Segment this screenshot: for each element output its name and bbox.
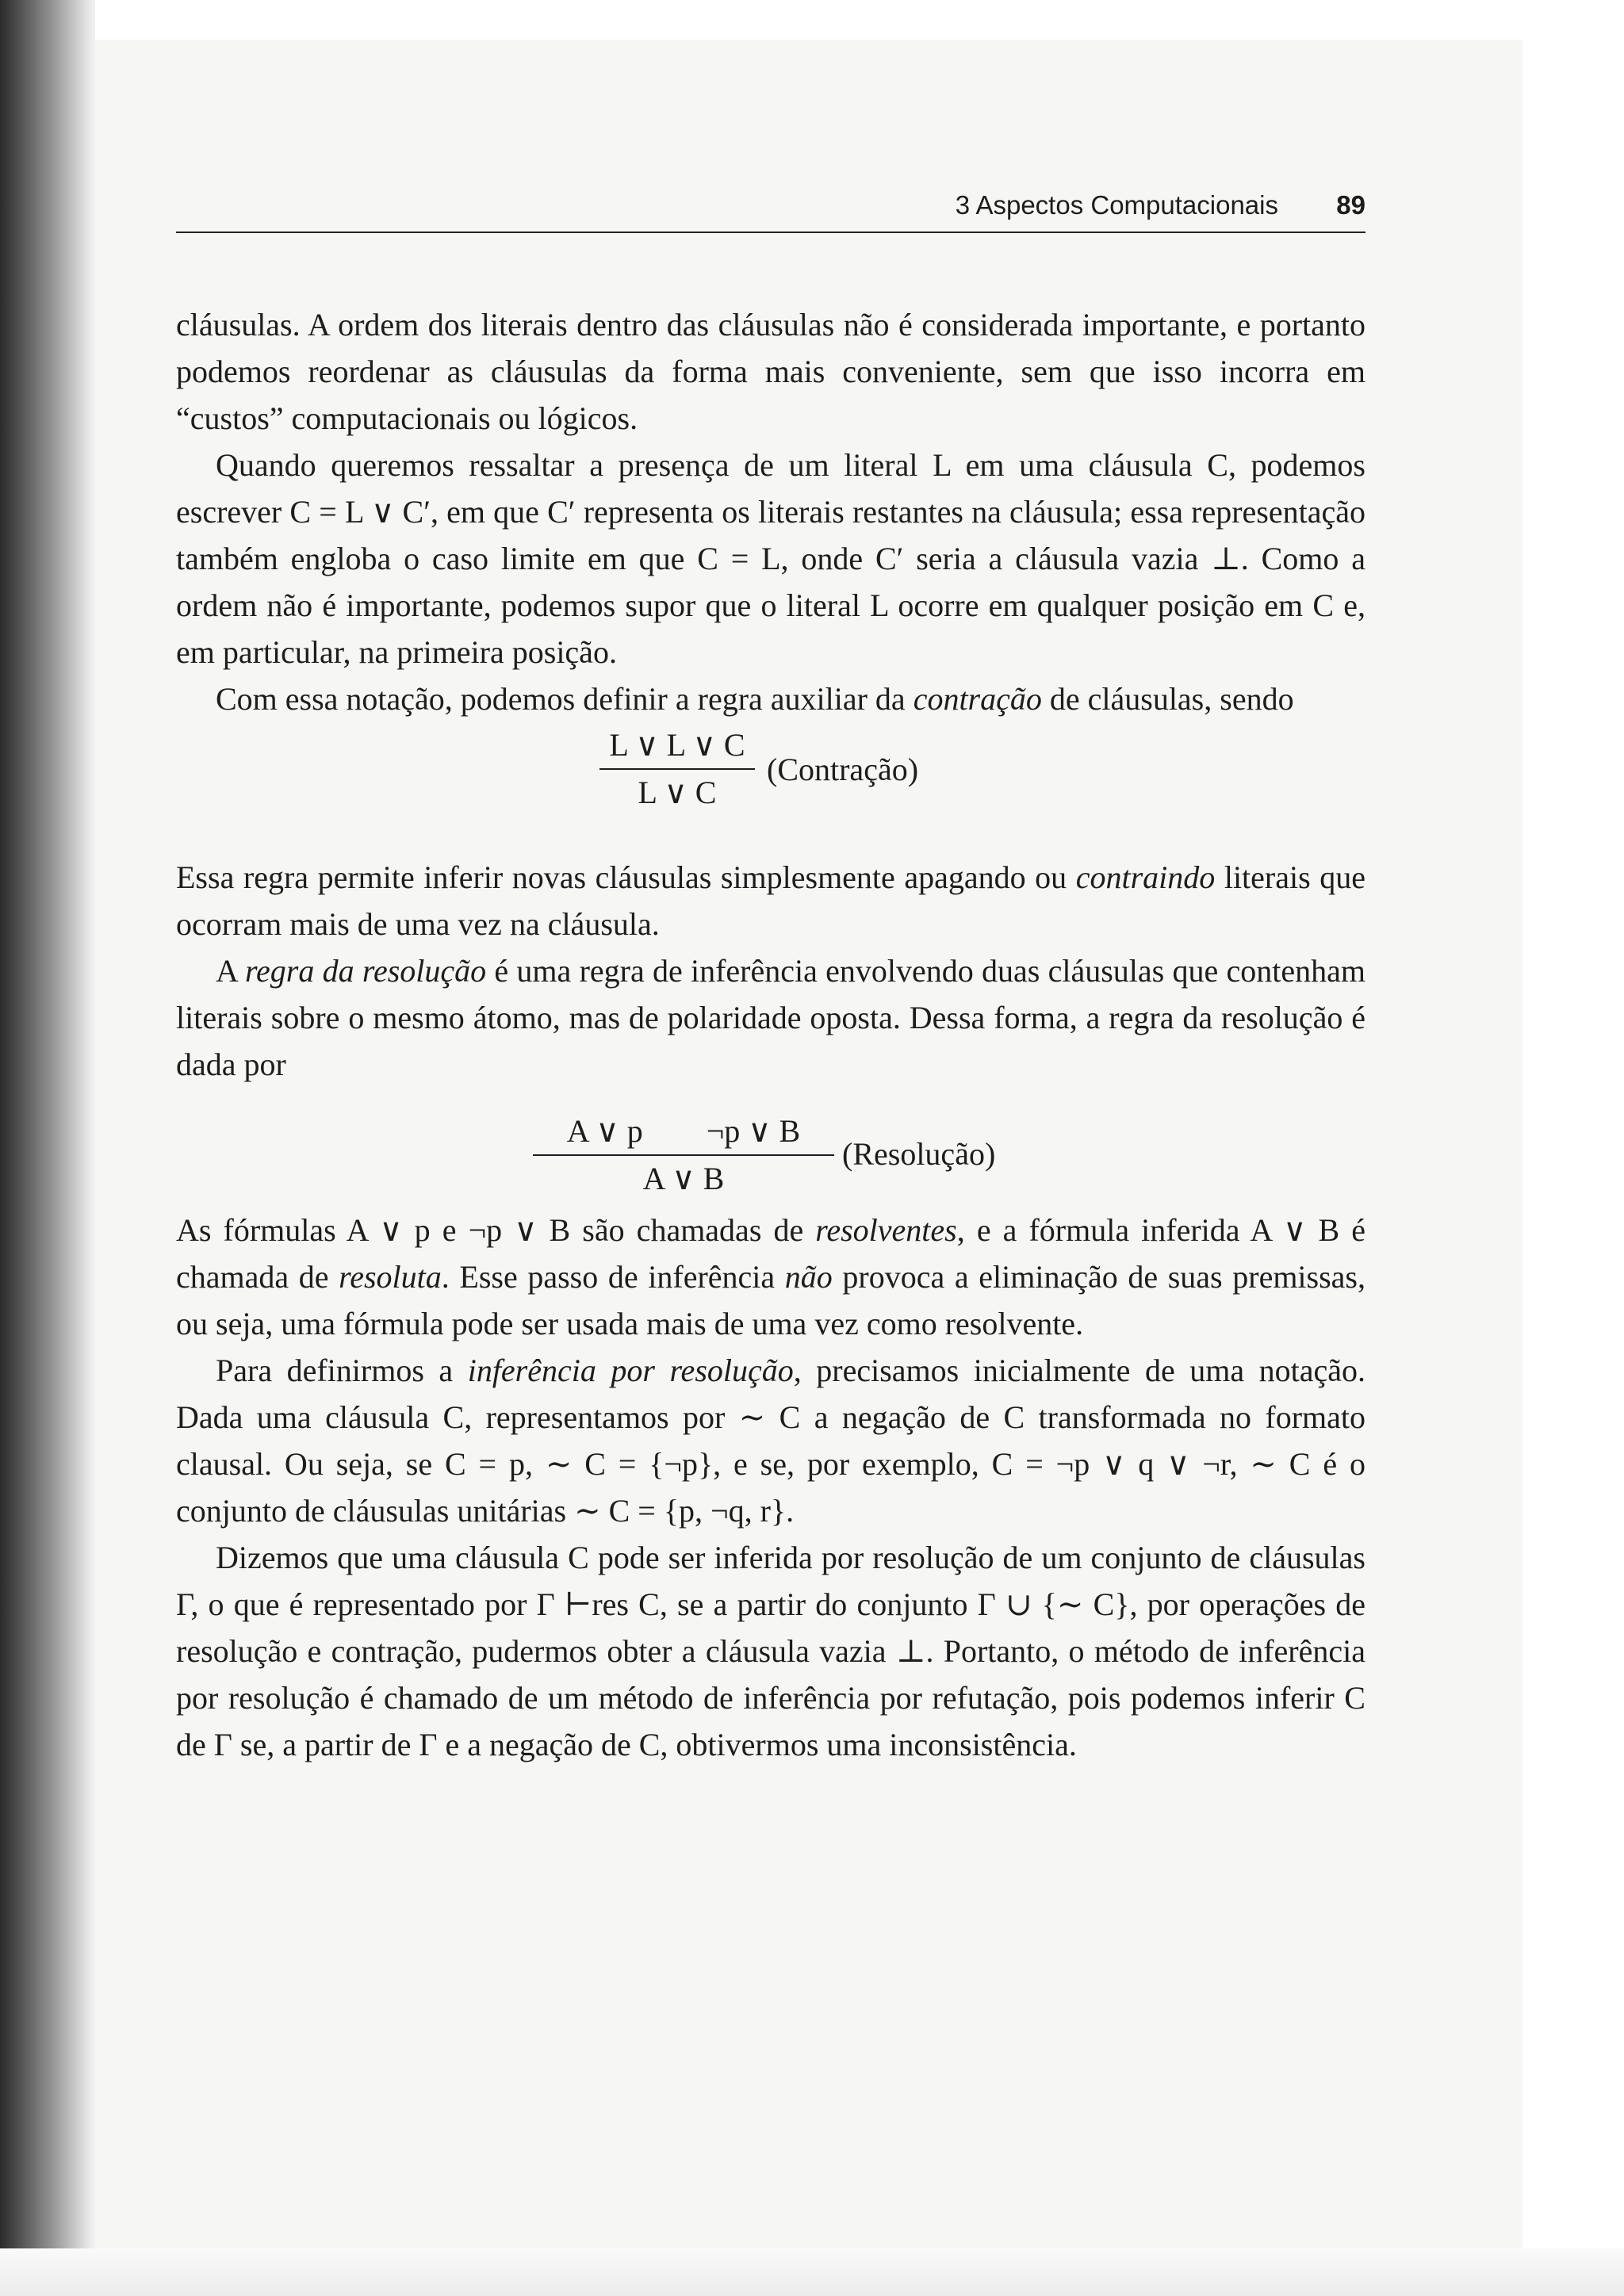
paragraph-4-text-b: literais que ocorram mais de uma vez na cláusula. [176,859,1365,942]
resolution-conclusion: A ∨ B [642,1161,725,1196]
term-inferencia-por-resolucao: inferência por resolução [467,1353,794,1388]
contraction-fraction [599,725,755,813]
scan-shadow-bottom [0,2248,1624,2296]
term-resolventes: resolventes [815,1212,957,1248]
paragraph-6-text-b: , e a fórmula inferida A ∨ B é chamada de [176,1212,1365,1295]
paragraph-7 [176,1347,1365,1534]
spacer [176,825,1365,854]
paragraph-2: Quando queremos ressaltar a presença de um literal L em uma cláusula C, podemos escrever C = L ∨ C′, em que C′ representa os literais restantes na cláusula; essa representação também engloba o caso limite em que C = L, onde C′ seria a cláusula vazia ⊥. Como a ordem não é importante, podemos supor que o literal L ocorre em qualquer posição em C e, em particular, na primeira posição. [176,447,1365,670]
running-header [176,181,1365,228]
term-resoluta: resoluta [339,1259,442,1295]
paragraph-1: cláusulas. A ordem dos literais dentro das cláusulas não é considerada importante, e portanto podemos reordenar as cláusulas da forma mais conveniente, sem que isso incorra em “custos” computacionais ou lógicos. [176,307,1365,436]
paragraph-6-text-a: As fórmulas A ∨ p e ¬p ∨ B são chamadas de [176,1212,816,1248]
resolution-fraction [533,1112,834,1199]
resolution-bar [533,1154,834,1156]
term-nao: não [784,1259,833,1295]
term-contraindo: contraindo [1075,859,1216,895]
paragraph-6-text-d: provoca a eliminação de suas premissas, ou seja, uma fórmula pode ser usada mais de uma vez como resolvente. [176,1259,1365,1341]
term-regra-da-resolucao: regra da resolução [244,953,487,989]
paragraph-5-text-a: A [216,953,245,989]
paragraph-3-text-b: de cláusulas, sendo [1041,681,1294,717]
paragraph-8: Dizemos que uma cláusula C pode ser inferida por resolução de um conjunto de cláusulas Γ, o que é representado por Γ ⊢res C, se a partir do conjunto Γ ∪ {∼ C}, por operações de resolução e contração, pudermos obter a cláusula vazia ⊥. Portanto, o método de inferência por resolução é chamado de um método de inferência por refutação, pois podemos inferir C de Γ se, a partir de Γ e a negação de C, obtivermos uma inconsistência. [176,1540,1365,1762]
paragraph-7-text-a: Para definirmos a [216,1353,468,1388]
chapter-title: 3 Aspectos Computacionais [955,190,1278,220]
resolution-premises: A ∨ p ¬p ∨ B [566,1113,801,1149]
page-number: 89 [1336,190,1365,220]
main-text [176,301,1365,1768]
header-rule [176,232,1365,233]
contraction-rule [176,722,1365,825]
scan-shadow-left [0,0,95,2296]
paragraph-3 [176,675,1365,722]
contraction-bar [599,768,755,770]
paragraph-4 [176,854,1365,947]
paragraph-6 [176,1207,1365,1347]
paragraph-6-text-c: . Esse passo de inferência [441,1259,785,1295]
contraction-rule-name: (Contração) [767,752,919,787]
paragraph-3-text-a: Com essa notação, podemos definir a regra auxiliar da [216,681,914,717]
contraction-premise: L ∨ L ∨ C [609,727,745,763]
paragraph-7-text-b: , precisamos inicialmente de uma notação. Dada uma cláusula C, representamos por ∼ C a negação de C transformada no formato clausal. Ou seja, se C = p, ∼ C = {¬p}, e se, por exemplo, C = ¬p ∨ q ∨ ¬r, ∼ C é o conjunto de cláusulas unitárias ∼ C = {p, ¬q, r}. [176,1353,1365,1529]
resolution-rule-name: (Resolução) [842,1136,996,1172]
contraction-conclusion: L ∨ C [638,775,717,810]
paragraph-5 [176,947,1365,1088]
paragraph-4-text-a: Essa regra permite inferir novas cláusulas simplesmente apagando ou [176,859,1076,895]
term-contracao: contração [913,681,1042,717]
paragraph-5-text-b: é uma regra de inferência envolvendo duas cláusulas que contenham literais sobre o mesmo átomo, mas de polaridade oposta. Dessa forma, a regra da resolução é dada por [176,953,1365,1082]
resolution-rule [176,1088,1365,1207]
